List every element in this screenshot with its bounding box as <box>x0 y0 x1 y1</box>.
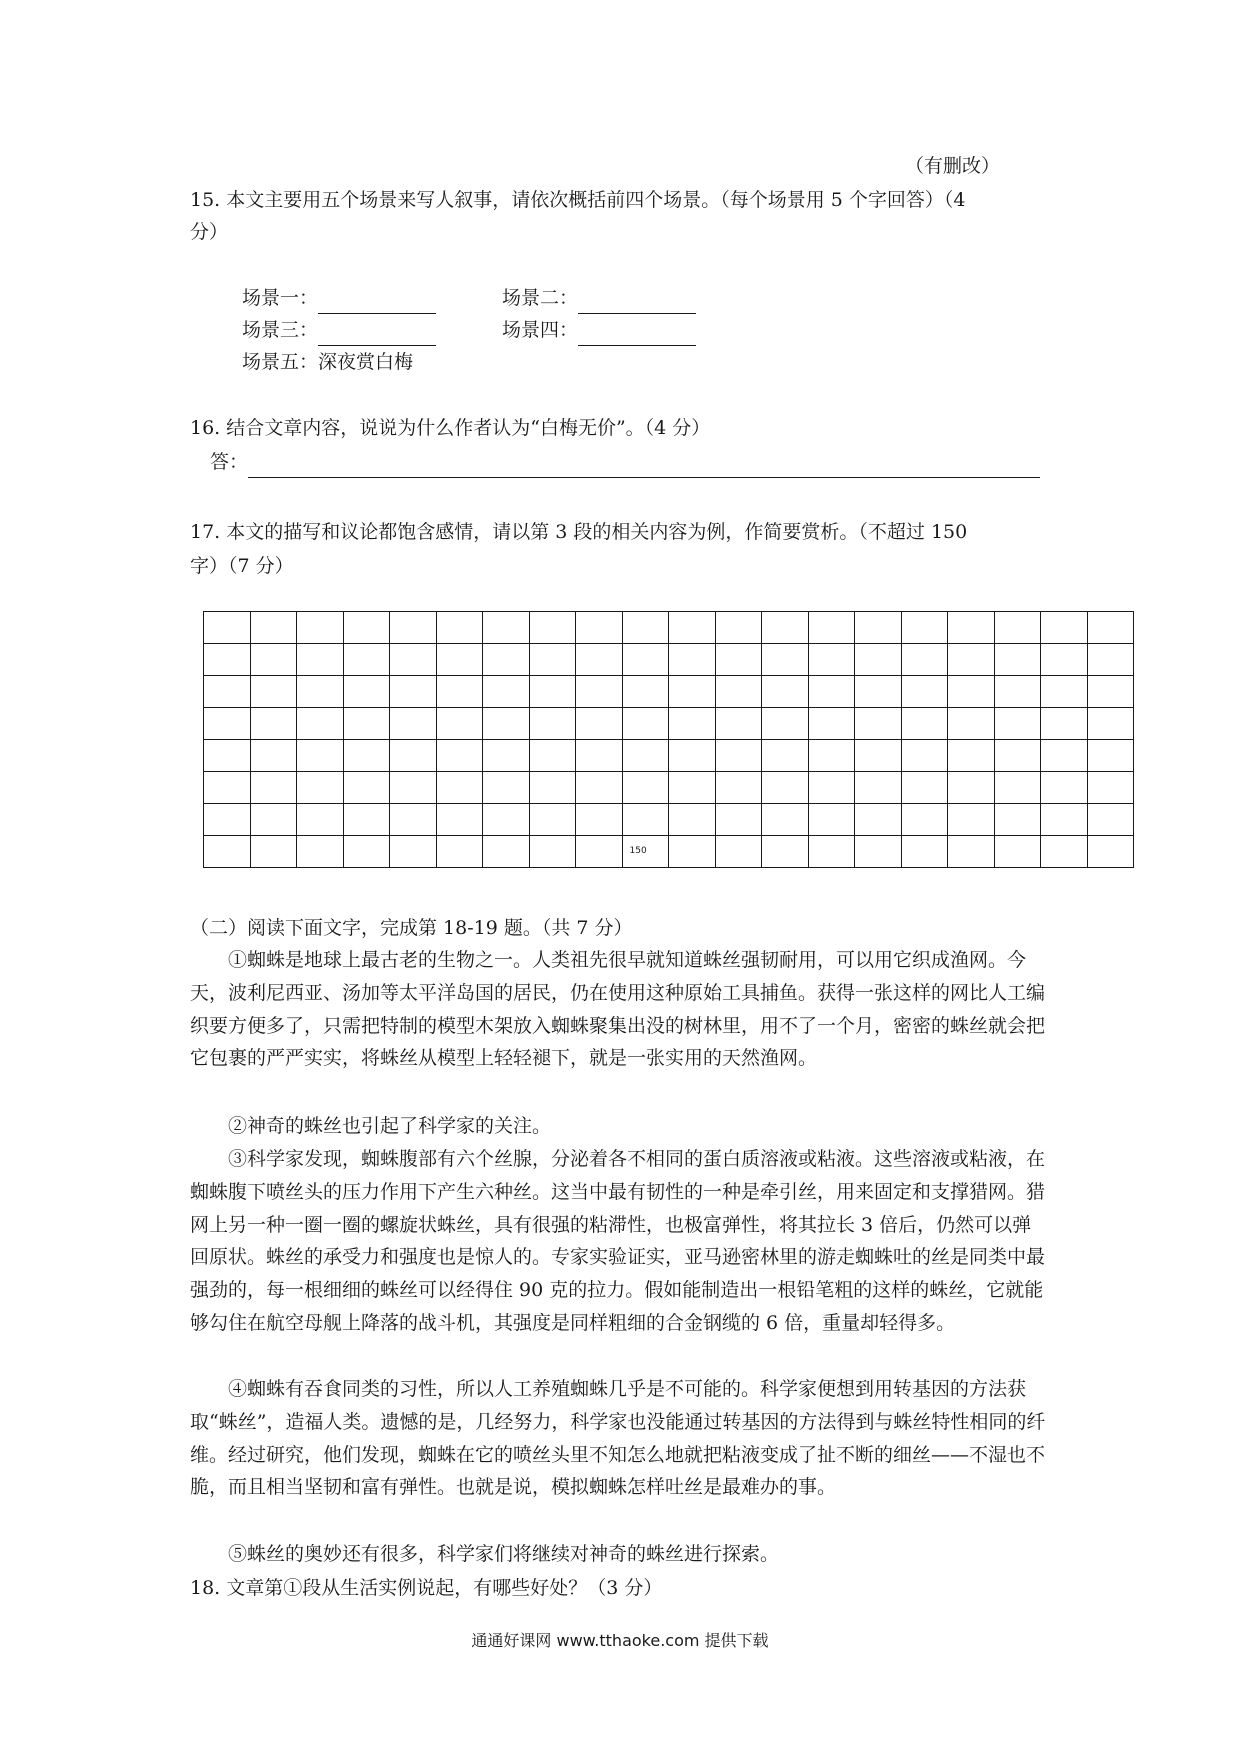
grid-cell[interactable] <box>901 644 948 676</box>
grid-cell[interactable] <box>343 708 390 740</box>
grid-cell[interactable] <box>948 772 995 804</box>
grid-row <box>204 644 1134 676</box>
question-18: 18. 文章第①段从生活实例说起，有哪些好处？（3 分） <box>190 1577 663 1599</box>
grid-cell[interactable] <box>436 804 483 836</box>
grid-cell[interactable] <box>1041 804 1088 836</box>
grid-cell[interactable] <box>204 612 251 644</box>
grid-cell[interactable] <box>436 708 483 740</box>
grid-cell[interactable] <box>204 708 251 740</box>
grid-cell[interactable] <box>994 676 1041 708</box>
grid-cell[interactable] <box>250 676 297 708</box>
paragraph-5: ⑤蛛丝的奥妙还有很多，科学家们将继续对神奇的蛛丝进行探索。 <box>228 1543 780 1565</box>
paragraph-2: ②神奇的蛛丝也引起了科学家的关注。 <box>228 1115 552 1137</box>
grid-cell[interactable] <box>855 644 902 676</box>
grid-cell[interactable] <box>297 804 344 836</box>
grid-cell[interactable] <box>762 612 809 644</box>
grid-cell[interactable] <box>855 836 902 868</box>
grid-cell[interactable] <box>250 804 297 836</box>
grid-row <box>204 708 1134 740</box>
answer-grid[interactable] <box>203 611 1134 868</box>
grid-cell[interactable] <box>855 612 902 644</box>
grid-cell[interactable] <box>1087 772 1134 804</box>
grid-cell[interactable] <box>622 708 669 740</box>
grid-cell[interactable] <box>622 772 669 804</box>
grid-cell[interactable] <box>762 836 809 868</box>
scene-5-value: 深夜赏白梅 <box>318 351 414 373</box>
grid-cell[interactable] <box>855 676 902 708</box>
grid-cell[interactable] <box>343 836 390 868</box>
grid-cell[interactable] <box>994 772 1041 804</box>
grid-cell[interactable] <box>436 676 483 708</box>
grid-cell[interactable] <box>808 772 855 804</box>
grid-cell[interactable] <box>204 804 251 836</box>
grid-cell[interactable] <box>1087 740 1134 772</box>
grid-cell[interactable] <box>901 740 948 772</box>
grid-cell[interactable] <box>250 836 297 868</box>
grid-cell[interactable] <box>297 772 344 804</box>
grid-cell[interactable] <box>669 644 716 676</box>
grid-cell[interactable] <box>901 772 948 804</box>
grid-cell[interactable] <box>669 612 716 644</box>
grid-cell[interactable] <box>250 740 297 772</box>
grid-cell[interactable] <box>436 740 483 772</box>
grid-cell[interactable] <box>1041 644 1088 676</box>
grid-cell[interactable] <box>576 772 623 804</box>
grid-cell[interactable] <box>1087 644 1134 676</box>
grid-row <box>204 676 1134 708</box>
grid-cell[interactable] <box>669 676 716 708</box>
grid-cell[interactable] <box>994 804 1041 836</box>
answer-16-blank[interactable] <box>248 455 1040 478</box>
grid-cell[interactable] <box>436 772 483 804</box>
grid-cell[interactable] <box>901 676 948 708</box>
grid-cell[interactable] <box>855 740 902 772</box>
grid-cell[interactable] <box>204 740 251 772</box>
grid-cell[interactable] <box>715 804 762 836</box>
grid-cell[interactable] <box>622 612 669 644</box>
grid-cell[interactable] <box>1087 836 1134 868</box>
scene-1-blank[interactable] <box>318 291 436 314</box>
grid-cell[interactable] <box>204 772 251 804</box>
question-16-answer-row <box>210 446 1040 478</box>
grid-cell[interactable] <box>669 804 716 836</box>
grid-cell[interactable] <box>250 612 297 644</box>
grid-cell[interactable] <box>855 772 902 804</box>
grid-cell[interactable] <box>297 612 344 644</box>
grid-cell[interactable] <box>715 772 762 804</box>
grid-cell[interactable] <box>483 772 530 804</box>
grid-cell[interactable] <box>855 708 902 740</box>
grid-cell[interactable] <box>948 612 995 644</box>
grid-cell[interactable] <box>297 708 344 740</box>
scene-2-label: 场景二： <box>502 287 579 309</box>
grid-cell[interactable] <box>529 644 576 676</box>
grid-cell[interactable] <box>483 612 530 644</box>
scene-3-label: 场景三： <box>242 319 319 341</box>
grid-cell[interactable] <box>901 836 948 868</box>
grid-cell[interactable] <box>808 740 855 772</box>
paragraph-1: ①蜘蛛是地球上最古老的生物之一。人类祖先很早就知道蛛丝强韧耐用，可以用它织成渔网。今天，波利尼西亚、汤加等太平洋岛国的居民，仍在使用这种原始工具捕鱼。获得一张这样的网比人工编织要方便多了，只需把特制的模型木架放入蜘蛛聚集出没的树林里，用不了一个月，密密的蛛丝就会把它包裹的严严实实，将蛛丝从模型上轻轻褪下，就是一张实用的天然渔网。 <box>190 949 1046 1070</box>
grid-cell[interactable] <box>994 708 1041 740</box>
grid-cell[interactable] <box>715 740 762 772</box>
question-16: 16. 结合文章内容，说说为什么作者认为“白梅无价”。（4 分） <box>190 417 711 439</box>
grid-cell[interactable] <box>669 708 716 740</box>
grid-cell[interactable] <box>622 804 669 836</box>
question-17-line1: 17. 本文的描写和议论都饱含感情，请以第 3 段的相关内容为例，作简要赏析。（不超过 150 <box>190 521 968 543</box>
scene-5-row <box>242 346 413 378</box>
grid-cell[interactable] <box>715 612 762 644</box>
grid-cell[interactable] <box>576 612 623 644</box>
grid-cell[interactable] <box>622 836 669 868</box>
grid-cell[interactable] <box>250 644 297 676</box>
grid-cell[interactable] <box>808 836 855 868</box>
grid-cell[interactable] <box>250 772 297 804</box>
grid-cell[interactable] <box>762 676 809 708</box>
grid-cell[interactable] <box>483 740 530 772</box>
section-2-heading: （二）阅读下面文字，完成第 18-19 题。（共 7 分） <box>190 917 633 939</box>
grid-cell[interactable] <box>901 708 948 740</box>
grid-cell[interactable] <box>948 836 995 868</box>
grid-cell[interactable] <box>669 836 716 868</box>
grid-cell[interactable] <box>808 612 855 644</box>
scene-4-label: 场景四： <box>502 319 579 341</box>
grid-cell[interactable] <box>390 740 437 772</box>
scene-2-row <box>502 282 696 314</box>
grid-cell[interactable] <box>622 644 669 676</box>
grid-cell[interactable] <box>1041 612 1088 644</box>
grid-cell[interactable] <box>1041 676 1088 708</box>
grid-cell[interactable] <box>808 644 855 676</box>
grid-cell[interactable] <box>436 644 483 676</box>
grid-row <box>204 772 1134 804</box>
question-15-line1: 15. 本文主要用五个场景来写人叙事，请依次概括前四个场景。（每个场景用 5 个字回答）（4 <box>190 189 966 211</box>
grid-cell[interactable] <box>994 740 1041 772</box>
grid-cell[interactable] <box>808 804 855 836</box>
grid-cell[interactable] <box>948 708 995 740</box>
grid-cell[interactable] <box>529 804 576 836</box>
footer-watermark: 通通好课网 www.tthaoke.com 提供下载 <box>471 1631 769 1650</box>
grid-row <box>204 804 1134 836</box>
paragraph-4: ④蜘蛛有吞食同类的习性，所以人工养殖蜘蛛几乎是不可能的。科学家便想到用转基因的方法获取“蛛丝”，造福人类。遗憾的是，几经努力，科学家也没能通过转基因的方法得到与蛛丝特性相同的纤维。经过研究，他们发现，蜘蛛在它的喷丝头里不知怎么地就把粘液变成了扯不断的细丝——不湿也不脆，而且相当坚韧和富有弹性。也就是说，模拟蜘蛛怎样吐丝是最难办的事。 <box>190 1378 1046 1499</box>
grid-cell[interactable] <box>250 708 297 740</box>
grid-cell[interactable] <box>1087 676 1134 708</box>
grid-cell[interactable] <box>715 676 762 708</box>
grid-cell[interactable] <box>204 676 251 708</box>
grid-cell[interactable] <box>762 772 809 804</box>
grid-cell[interactable] <box>622 676 669 708</box>
grid-row <box>204 740 1134 772</box>
scene-4-row <box>502 314 696 346</box>
grid-cell[interactable] <box>762 804 809 836</box>
grid-cell[interactable] <box>1041 708 1088 740</box>
grid-cell[interactable] <box>669 772 716 804</box>
grid-cell[interactable] <box>343 612 390 644</box>
grid-cell[interactable] <box>390 772 437 804</box>
grid-cell[interactable] <box>297 644 344 676</box>
grid-cell[interactable] <box>436 612 483 644</box>
grid-cell[interactable] <box>1087 612 1134 644</box>
source-note: （有删改） <box>905 155 1001 177</box>
grid-cell[interactable] <box>669 740 716 772</box>
grid-cell[interactable] <box>204 644 251 676</box>
grid-cell[interactable] <box>1041 836 1088 868</box>
question-17-line2: 字）（7 分） <box>190 555 294 577</box>
grid-cell[interactable] <box>715 644 762 676</box>
grid-cell[interactable] <box>1087 708 1134 740</box>
grid-cell[interactable] <box>483 644 530 676</box>
grid-cell[interactable] <box>622 740 669 772</box>
grid-cell[interactable] <box>390 644 437 676</box>
grid-cell[interactable] <box>297 836 344 868</box>
scene-1-row <box>242 282 436 314</box>
grid-cell[interactable] <box>343 740 390 772</box>
grid-cell[interactable] <box>576 804 623 836</box>
grid-cell[interactable] <box>390 836 437 868</box>
grid-cell[interactable] <box>715 836 762 868</box>
grid-cell[interactable] <box>994 836 1041 868</box>
scene-3-row <box>242 314 436 346</box>
grid-cell[interactable] <box>529 676 576 708</box>
answer-label: 答： <box>210 451 249 473</box>
grid-cell[interactable] <box>994 612 1041 644</box>
grid-cell[interactable] <box>297 740 344 772</box>
grid-cell[interactable] <box>808 676 855 708</box>
grid-cell[interactable] <box>343 676 390 708</box>
grid-cell[interactable] <box>343 772 390 804</box>
grid-cell[interactable] <box>576 644 623 676</box>
scene-3-blank[interactable] <box>318 323 436 346</box>
grid-cell[interactable] <box>529 772 576 804</box>
grid-cell[interactable] <box>901 804 948 836</box>
grid-row <box>204 836 1134 868</box>
grid-cell[interactable] <box>576 708 623 740</box>
grid-cell[interactable] <box>576 676 623 708</box>
scene-4-blank[interactable] <box>578 323 696 346</box>
paragraph-3: ③科学家发现，蜘蛛腹部有六个丝腺，分泌着各不相同的蛋白质溶液或粘液。这些溶液或粘液，在蜘蛛腹下喷丝头的压力作用下产生六种丝。这当中最有韧性的一种是牵引丝，用来固定和支撑猎网。猎网上另一种一圈一圈的螺旋状蛛丝，具有很强的粘滞性，也极富弹性，将其拉长 3 倍后，仍然可以弹回原状。蛛丝的承受力和强度也是惊人的。专家实验证实，亚马逊密林里的游走蜘蛛吐的丝是同类中最强劲的，每一根细细的蛛丝可以经得住 90 克的拉力。假如能制造出一根铅笔粗的这样的蛛丝，它就能够勾住在航空母舰上降落的战斗机，其强度是同样粗细的合金钢缆的 6 倍，重量却轻得多。 <box>190 1148 1046 1334</box>
grid-cell[interactable] <box>994 644 1041 676</box>
grid-150-mark: 150 <box>629 846 647 856</box>
grid-cell[interactable] <box>483 836 530 868</box>
grid-cell[interactable] <box>715 708 762 740</box>
grid-cell[interactable] <box>390 676 437 708</box>
grid-cell[interactable] <box>297 676 344 708</box>
grid-cell[interactable] <box>1087 804 1134 836</box>
grid-cell[interactable] <box>1041 740 1088 772</box>
grid-cell[interactable] <box>529 612 576 644</box>
scene-1-label: 场景一： <box>242 287 319 309</box>
grid-cell[interactable] <box>762 740 809 772</box>
scene-5-label: 场景五： <box>242 351 319 373</box>
grid-cell[interactable] <box>343 644 390 676</box>
grid-cell[interactable] <box>808 708 855 740</box>
grid-cell[interactable] <box>436 836 483 868</box>
grid-row <box>204 612 1134 644</box>
grid-cell[interactable] <box>901 612 948 644</box>
grid-cell[interactable] <box>1041 772 1088 804</box>
grid-cell[interactable] <box>948 804 995 836</box>
grid-cell[interactable] <box>576 740 623 772</box>
grid-cell[interactable] <box>529 836 576 868</box>
grid-cell[interactable] <box>483 676 530 708</box>
grid-cell[interactable] <box>948 676 995 708</box>
grid-cell[interactable] <box>529 708 576 740</box>
grid-cell[interactable] <box>855 804 902 836</box>
grid-cell[interactable] <box>343 804 390 836</box>
grid-cell[interactable] <box>762 644 809 676</box>
grid-cell[interactable] <box>390 612 437 644</box>
grid-cell[interactable] <box>576 836 623 868</box>
grid-cell[interactable] <box>762 708 809 740</box>
grid-cell[interactable] <box>483 708 530 740</box>
question-15-line2: 分） <box>190 221 229 243</box>
grid-cell[interactable] <box>483 804 530 836</box>
grid-cell[interactable] <box>529 740 576 772</box>
grid-cell[interactable] <box>948 644 995 676</box>
grid-cell[interactable] <box>390 804 437 836</box>
grid-cell[interactable] <box>390 708 437 740</box>
grid-cell[interactable] <box>204 836 251 868</box>
grid-cell[interactable] <box>948 740 995 772</box>
scene-2-blank[interactable] <box>578 291 696 314</box>
